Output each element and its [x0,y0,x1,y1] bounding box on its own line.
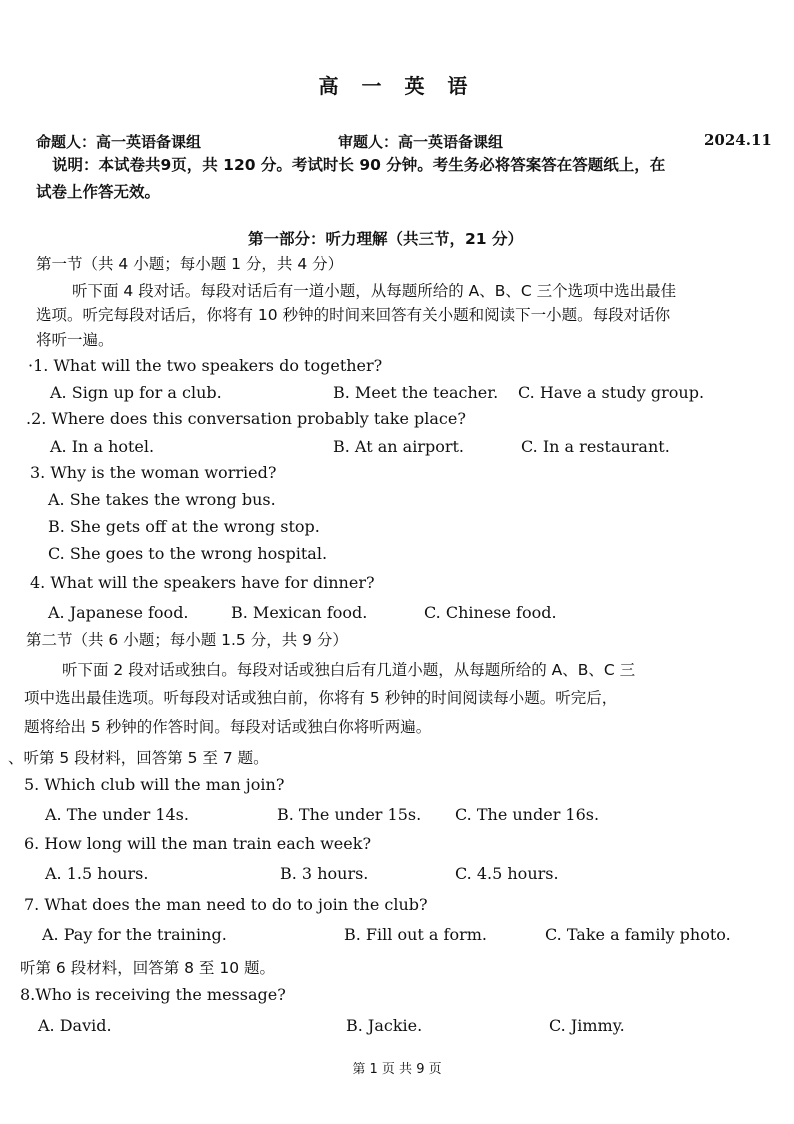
q8-option-c: C. Jimmy. [549,1016,625,1035]
section1-directions-3: 将听一遍。 [36,331,114,349]
q7-option-b: B. Fill out a form. [344,925,488,944]
reviewer-label: 审题人：高一英语备课组 [338,133,504,151]
question-8: 8.Who is receiving the message? [20,985,286,1004]
question-4: 4. What will the speakers have for dinner? [30,573,375,592]
q8-option-b: B. Jackie. [346,1016,423,1035]
material-5-heading: 、听第 5 段材料，回答第 5 至 7 题。 [8,749,269,767]
material-6-heading: 听第 6 段材料，回答第 8 至 10 题。 [20,959,276,977]
q2-option-a: A. In a hotel. [50,437,155,456]
q7-option-a: A. Pay for the training. [42,925,227,944]
q6-option-b: B. 3 hours. [280,864,369,883]
q6-option-c: C. 4.5 hours. [455,864,559,883]
q4-option-b: B. Mexican food. [231,603,368,622]
question-7: 7. What does the man need to do to join the club? [24,895,428,914]
question-6: 6. How long will the man train each week? [24,834,372,853]
question-5: 5. Which club will the man join? [24,775,285,794]
section2-directions-1: 听下面 2 段对话或独白。每段对话或独白后有几道小题，从每题所给的 A、B、C 三 [62,661,636,679]
section1-heading: 第一节（共 4 小题；每小题 1 分，共 4 分） [36,255,344,273]
question-2: .2. Where does this conversation probably take place? [26,409,466,428]
question-1: ·1. What will the two speakers do together? [28,356,383,375]
author-label: 命题人：高一英语备课组 [36,133,202,151]
part1-heading: 第一部分：听力理解（共三节，21 分） [248,230,523,248]
section2-directions-2: 项中选出最佳选项。听每段对话或独白前，你将有 5 秒钟的时间阅读每小题。听完后， [24,689,618,707]
exam-title: 高 一 英 语 [318,74,476,98]
q2-option-b: B. At an airport. [333,437,464,456]
instructions-line-2: 试卷上作答无效。 [36,183,161,201]
section1-directions-1: 听下面 4 段对话。每段对话后有一道小题，从每题所给的 A、B、C 三个选项中选出最佳 [72,282,677,300]
q4-option-a: A. Japanese food. [48,603,189,622]
q3-option-a: A. She takes the wrong bus. [48,490,276,509]
exam-date: 2024.11 [704,131,772,149]
q1-option-b: B. Meet the teacher. [333,383,499,402]
q5-option-c: C. The under 16s. [455,805,600,824]
q1-option-a: A. Sign up for a club. [50,383,222,402]
q5-option-b: B. The under 15s. [277,805,422,824]
q4-option-c: C. Chinese food. [424,603,557,622]
section1-directions-2: 选项。听完每段对话后，你将有 10 秒钟的时间来回答有关小题和阅读下一小题。每段对话你 [36,306,671,324]
q5-option-a: A. The under 14s. [45,805,189,824]
q6-option-a: A. 1.5 hours. [45,864,149,883]
question-3: 3. Why is the woman worried? [30,463,277,482]
section2-heading: 第二节（共 6 小题；每小题 1.5 分，共 9 分） [26,631,348,649]
q3-option-c: C. She goes to the wrong hospital. [48,544,328,563]
page-footer: 第 1 页 共 9 页 [352,1062,442,1077]
q1-option-c: C. Have a study group. [518,383,705,402]
q3-option-b: B. She gets off at the wrong stop. [48,517,320,536]
q2-option-c: C. In a restaurant. [521,437,670,456]
q7-option-c: C. Take a family photo. [545,925,731,944]
instructions-line-1: 说明：本试卷共9页，共 120 分。考试时长 90 分钟。考生务必将答案答在答题纸上，在 [52,156,666,174]
section2-directions-3: 题将给出 5 秒钟的作答时间。每段对话或独白你将听两遍。 [24,718,432,736]
q8-option-a: A. David. [38,1016,112,1035]
